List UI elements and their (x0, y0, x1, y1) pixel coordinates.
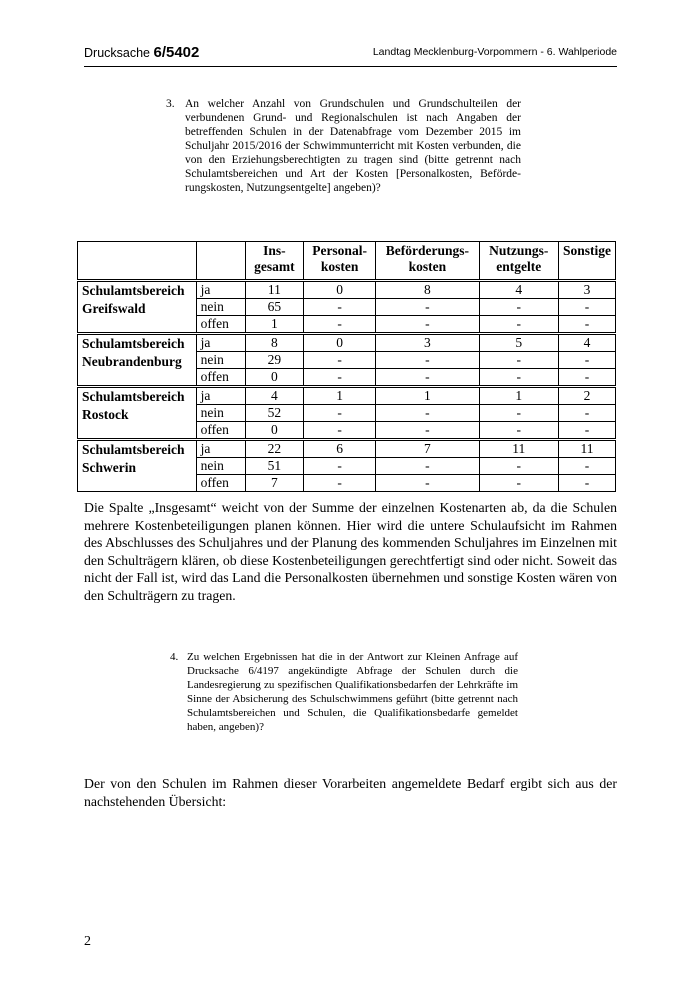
status-cell: ja (196, 440, 245, 458)
value-cell: - (376, 299, 479, 316)
value-cell: 52 (245, 405, 303, 422)
status-cell: nein (196, 405, 245, 422)
value-cell: 6 (303, 440, 375, 458)
region-cell: Schulamtsbereich Neubrandenburg (78, 334, 197, 387)
value-cell: 51 (245, 458, 303, 475)
status-cell: offen (196, 475, 245, 492)
value-cell: 1 (376, 387, 479, 405)
value-cell: 0 (245, 369, 303, 387)
header-sonstige: Sonstige (558, 242, 615, 281)
status-cell: nein (196, 352, 245, 369)
value-cell: - (303, 352, 375, 369)
value-cell: - (558, 299, 615, 316)
value-cell: 8 (245, 334, 303, 352)
value-cell: - (558, 475, 615, 492)
question-3 (166, 97, 521, 195)
explanation-paragraph: Die Spalte „Insgesamt“ weicht von der Summe der einzelnen Kostenarten ab, da die Schulen mehrere Kostenbeteiligungen planen können. Hier wird die untere Schulaufsicht im Rahmen des Abschlusses des Schuljahres und der Planung des kommenden Schuljahres im Einzelnen mit den Schulträgern klären, ob diese Kostenbeteiligungen gerechtfertigt sind oder nicht. Soweit das nicht der Fall ist, wird das Land die Personalkosten übernehmen und sonstige Kosten wären von den Schulträgern zu tragen. (84, 500, 617, 603)
status-cell: nein (196, 299, 245, 316)
table-row (78, 334, 616, 352)
value-cell: - (376, 352, 479, 369)
value-cell: 0 (303, 334, 375, 352)
cost-table (77, 241, 616, 492)
value-cell: - (303, 299, 375, 316)
value-cell: - (376, 316, 479, 334)
value-cell: 7 (376, 440, 479, 458)
value-cell: - (479, 299, 558, 316)
status-cell: ja (196, 281, 245, 299)
value-cell: - (376, 475, 479, 492)
value-cell: - (479, 422, 558, 440)
value-cell: 1 (303, 387, 375, 405)
value-cell: - (303, 458, 375, 475)
value-cell: - (558, 422, 615, 440)
value-cell: - (303, 405, 375, 422)
value-cell: 1 (245, 316, 303, 334)
value-cell: 22 (245, 440, 303, 458)
drucksache-label: Drucksache 6/5402 (84, 44, 200, 61)
value-cell: 0 (245, 422, 303, 440)
answer-paragraph: Der von den Schulen im Rahmen dieser Vorarbeiten angemeldete Bedarf ergibt sich aus der nachstehenden Übersicht: (84, 776, 617, 809)
value-cell: - (376, 458, 479, 475)
value-cell: - (558, 369, 615, 387)
value-cell: 0 (303, 281, 375, 299)
parliament-label: Landtag Mecklenburg-Vorpommern - 6. Wahlperiode (372, 46, 617, 58)
value-cell: - (376, 369, 479, 387)
value-cell: 65 (245, 299, 303, 316)
region-cell: Schulamtsbereich Schwerin (78, 440, 197, 492)
question-text: An welcher Anzahl von Grundschulen und Grundschulteilen der verbundenen Grund- und Regionalschulen ist nach Angaben der betreffenden Schulen in der Datenabfrage vom Dezember 2015 im Schuljahr 2015/2016 der Schwimmunterricht mit Kosten verbunden, die von den Erziehungsberechtigten zu tragen sind (bitte getrennt nach Schulamtsbereichen und Art der Kosten [Personalkosten, Beförderungskosten, Nutzungsentgelte] angeben)? (185, 98, 521, 194)
value-cell: - (376, 422, 479, 440)
value-cell: 4 (558, 334, 615, 352)
header-cell (78, 242, 197, 281)
value-cell: - (303, 422, 375, 440)
drucksache-number: 6/5402 (153, 44, 200, 61)
question-number: 4. (170, 651, 179, 663)
status-cell: nein (196, 458, 245, 475)
value-cell: - (479, 458, 558, 475)
value-cell: 29 (245, 352, 303, 369)
region-cell: Schulamtsbereich Greifswald (78, 281, 197, 334)
page-header (84, 42, 617, 67)
header-befoerderungskosten: Beförderungs- kosten (376, 242, 479, 281)
value-cell: - (558, 316, 615, 334)
question-4 (170, 650, 518, 734)
value-cell: 11 (558, 440, 615, 458)
page-number: 2 (84, 934, 91, 949)
value-cell: 11 (245, 281, 303, 299)
table-header-row (78, 242, 616, 281)
value-cell: 3 (376, 334, 479, 352)
header-personalkosten: Personal- kosten (303, 242, 375, 281)
value-cell: 5 (479, 334, 558, 352)
value-cell: - (303, 316, 375, 334)
value-cell: 3 (558, 281, 615, 299)
value-cell: - (479, 475, 558, 492)
table-row (78, 440, 616, 458)
header-nutzungsentgelte: Nutzungs- entgelte (479, 242, 558, 281)
value-cell: 7 (245, 475, 303, 492)
value-cell: 1 (479, 387, 558, 405)
value-cell: 4 (245, 387, 303, 405)
value-cell: - (303, 475, 375, 492)
question-number: 3. (166, 98, 175, 110)
region-cell: Schulamtsbereich Rostock (78, 387, 197, 440)
status-cell: offen (196, 369, 245, 387)
value-cell: 8 (376, 281, 479, 299)
question-text: Zu welchen Ergebnissen hat die in der Antwort zur Kleinen Anfrage auf Drucksache 6/4197 angekündigte Abfrage der Schulen durch die Landesregierung zu spezifischen Qualifikationsbedarfen der Lehrkräfte im Sinne der Absicherung des Schulschwimmens geführt (bitte getrennt nach Schulamtsbereichen und Schulen, die Qualifikationsbedarfe gemeldet haben, angeben)? (187, 651, 518, 733)
value-cell: - (479, 369, 558, 387)
table-row (78, 281, 616, 299)
value-cell: - (558, 458, 615, 475)
value-cell: - (558, 352, 615, 369)
header-cell (196, 242, 245, 281)
value-cell: - (376, 405, 479, 422)
status-cell: ja (196, 334, 245, 352)
value-cell: - (558, 405, 615, 422)
status-cell: ja (196, 387, 245, 405)
value-cell: 4 (479, 281, 558, 299)
value-cell: - (303, 369, 375, 387)
header-insgesamt: Ins- gesamt (245, 242, 303, 281)
status-cell: offen (196, 422, 245, 440)
table-row (78, 387, 616, 405)
value-cell: 11 (479, 440, 558, 458)
value-cell: - (479, 316, 558, 334)
status-cell: offen (196, 316, 245, 334)
value-cell: 2 (558, 387, 615, 405)
value-cell: - (479, 352, 558, 369)
value-cell: - (479, 405, 558, 422)
